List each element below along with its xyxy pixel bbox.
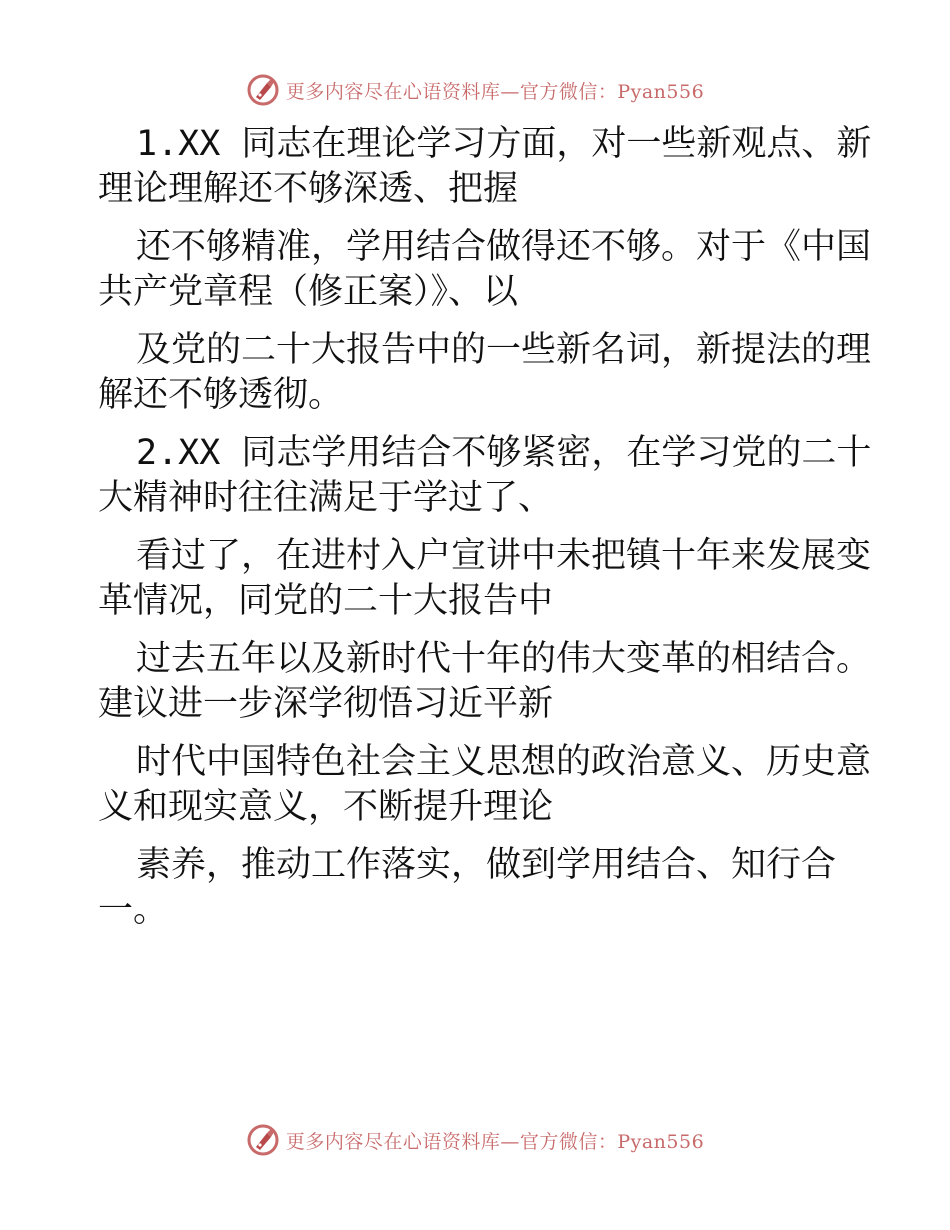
header-watermark: [0, 70, 950, 110]
text-line: 建议进一步深学彻悟习近平新: [98, 684, 554, 724]
watermark-text: 更多内容尽在心语资料库—官方微信：Pyan556: [285, 80, 705, 103]
text-line: 素养，推动工作落实，做到学用结合、知行合: [136, 845, 837, 885]
text-line: 及党的二十大报告中的一些新名词，新提法的理: [136, 330, 872, 370]
text-line: 过去五年以及新时代十年的伟大变革的相结合。: [136, 639, 872, 679]
text-line: 义和现实意义，不断提升理论: [98, 787, 554, 827]
text-line: 一。: [98, 890, 169, 930]
text-line: 革情况，同党的二十大报告中: [98, 581, 554, 621]
pen-nib-seal-icon: [246, 1123, 280, 1157]
text-line: 大精神时往往满足于学过了、: [98, 478, 554, 518]
text-line: 共产党章程（修正案）》、以: [98, 272, 519, 312]
document-body: [98, 122, 872, 933]
text-line: 理论理解还不够深透、把握: [98, 169, 519, 209]
text-line: 看过了，在进村入户宣讲中未把镇十年来发展变: [136, 536, 872, 576]
text-line: 2.XX 同志学用结合不够紧密，在学习党的二十: [136, 433, 872, 473]
footer-watermark: [0, 1120, 950, 1160]
text-line: 时代中国特色社会主义思想的政治意义、历史意: [136, 742, 872, 782]
text-line: 还不够精准，学用结合做得还不够。对于《中国: [136, 227, 872, 267]
pen-nib-seal-icon: [246, 73, 280, 107]
watermark-text: 更多内容尽在心语资料库—官方微信：Pyan556: [285, 1130, 705, 1153]
text-line: 解还不够透彻。: [98, 375, 344, 415]
text-line: 1.XX 同志在理论学习方面，对一些新观点、新: [136, 124, 872, 164]
